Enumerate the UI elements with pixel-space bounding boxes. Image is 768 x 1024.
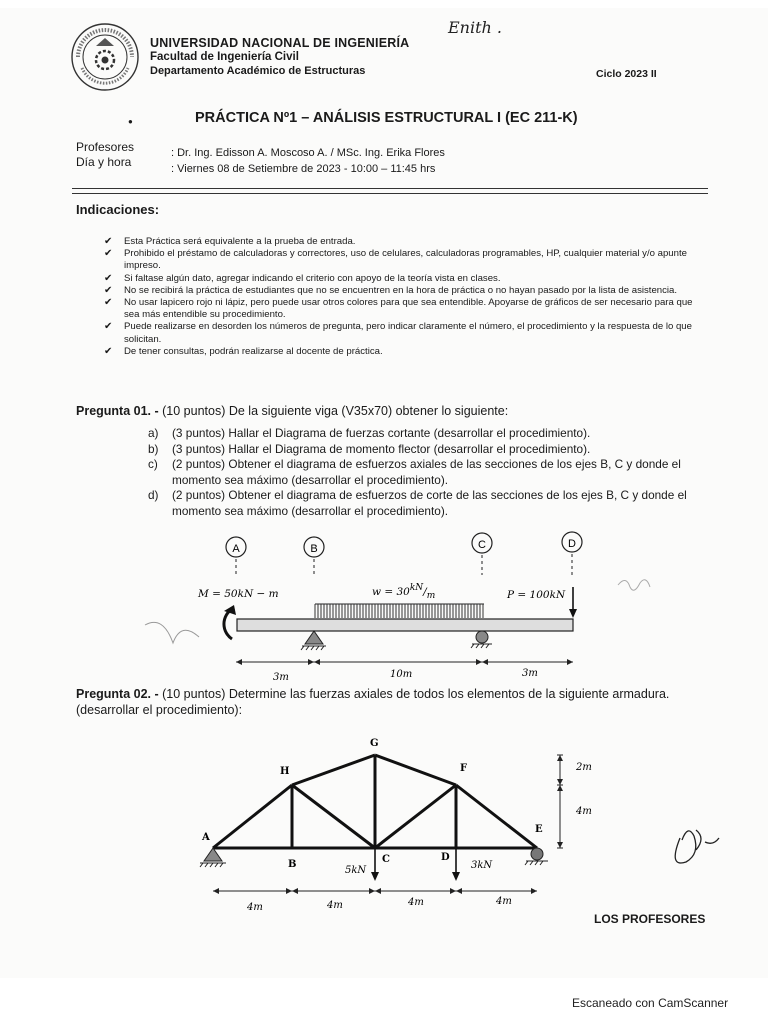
svg-text:4m: 4m — [327, 900, 343, 911]
beam-diagram — [0, 525, 768, 690]
svg-text:B: B — [310, 543, 318, 555]
question-2-heading: Pregunta 02. - (10 puntos) Determine las fuerzas axiales de todos los elementos de la siguiente armadura. (desarrollar el procedimiento): — [76, 687, 670, 717]
svg-text:G: G — [370, 738, 379, 749]
roller-support-icon — [471, 631, 492, 648]
list-item: ✔ No usar lapicero rojo ni lápiz, pero puede usar otros colores para que sea entendible. Apoyarse de gráficos de ser necesario para que sea más entendible su procedimiento. — [104, 297, 693, 321]
point-load-arrowhead-icon — [569, 609, 577, 618]
svg-text:4m: 4m — [408, 897, 424, 908]
question-1-heading: Pregunta 01. - (10 puntos) De la siguiente viga (V35x70) obtener lo siguiente: — [76, 404, 509, 418]
list-item: a) (3 puntos) Hallar el Diagrama de fuerzas cortante (desarrollar el procedimiento). — [148, 426, 591, 440]
svg-text:D: D — [441, 852, 450, 863]
load-label: w = 30kN/m — [372, 583, 436, 601]
svg-text:4m: 4m — [576, 806, 592, 817]
list-item: ✔ De tener consultas, podrán realizarse al docente de práctica. — [104, 345, 383, 357]
svg-text:5kN: 5kN — [345, 865, 367, 876]
svg-text:4m: 4m — [496, 896, 512, 907]
check-icon: ✔ — [104, 297, 113, 309]
svg-text:10m: 10m — [390, 669, 413, 680]
date-label: Día y hora — [76, 155, 132, 169]
university-seal-icon — [70, 22, 140, 92]
pen-mark — [618, 580, 650, 590]
svg-text:3kN: 3kN — [471, 860, 493, 871]
truss-span-dimensions — [213, 888, 537, 913]
check-icon: ✔ — [104, 284, 113, 296]
signature-mark — [675, 830, 719, 863]
truss-members — [213, 755, 537, 848]
beam-dimensions — [236, 659, 573, 683]
roller-support-icon — [525, 848, 548, 865]
svg-text:C: C — [478, 539, 486, 551]
svg-text:3m: 3m — [273, 672, 289, 683]
list-item: c) (2 puntos) Obtener el diagrama de esfuerzos axiales de las secciones de los ejes B, C y donde el momento sea máximo (desarrollar el procedimiento). — [148, 457, 681, 487]
load-3kn — [452, 848, 493, 881]
faculty-name: Facultad de Ingeniería Civil — [150, 51, 299, 63]
check-icon: ✔ — [104, 321, 113, 333]
truss-node-labels — [201, 738, 543, 870]
check-icon: ✔ — [104, 248, 113, 260]
truss-height-dimensions — [557, 755, 592, 848]
divider — [72, 188, 708, 189]
svg-text:A: A — [202, 832, 210, 843]
list-item: b) (3 puntos) Hallar el Diagrama de momento flector (desarrollar el procedimiento). — [148, 441, 591, 456]
moment-arrow-icon — [224, 609, 232, 639]
svg-text:F: F — [460, 763, 468, 774]
divider — [72, 193, 708, 194]
department-name: Departamento Académico de Estructuras — [150, 65, 366, 77]
list-item: ✔ Esta Práctica será equivalente a la prueba de entrada. — [104, 236, 356, 247]
scanner-watermark: Escaneado con CamScanner — [572, 996, 729, 1010]
svg-text:A: A — [232, 543, 240, 555]
axis-b — [304, 537, 324, 577]
list-item: ✔ Prohibido el préstamo de calculadoras y correctores, uso de celulares, calculadoras programables, HP, cualquier material y/o apunte impreso. — [104, 248, 687, 272]
professors-value: : Dr. Ing. Edisson A. Moscoso A. / MSc. Ing. Erika Flores — [171, 147, 445, 159]
page-title: PRÁCTICA Nº1 – ANÁLISIS ESTRUCTURAL I (EC 211-K) — [195, 110, 578, 126]
handwritten-name: Enith . — [448, 18, 503, 37]
svg-text:B: B — [288, 859, 297, 870]
date-value: : Viernes 08 de Setiembre de 2023 - 10:00 – 11:45 hrs — [171, 163, 436, 175]
pen-mark — [145, 622, 199, 643]
truss-diagram — [0, 730, 768, 920]
axis-c — [472, 533, 492, 575]
svg-text:E: E — [535, 824, 543, 835]
cycle-label: Ciclo 2023 II — [596, 68, 657, 80]
distributed-load — [315, 604, 484, 618]
check-icon: ✔ — [104, 272, 113, 284]
svg-text:3m: 3m — [522, 668, 538, 679]
check-icon: ✔ — [104, 236, 113, 247]
pin-support-icon — [200, 848, 226, 867]
question-1-parts — [148, 426, 708, 519]
indications-list — [104, 236, 704, 358]
load-5kn — [345, 848, 379, 881]
list-item: ✔ No se recibirá la práctica de estudiantes que no se encuentren en la hora de práctica o no hayan pasado por la lista de asistencia. — [104, 284, 678, 296]
svg-text:C: C — [382, 854, 390, 865]
beam — [237, 619, 573, 631]
axis-a — [226, 537, 246, 577]
university-name: UNIVERSIDAD NACIONAL DE INGENIERÍA — [150, 36, 410, 50]
list-item: ✔ Puede realizarse en desorden los números de pregunta, pero indicar claramente el número, el procedimiento y la respuesta de lo que solicitan. — [104, 321, 692, 345]
indications-title: Indicaciones: — [76, 202, 160, 217]
point-load-label: P = 100kN — [507, 589, 566, 601]
list-item: d) (2 puntos) Obtener el diagrama de esfuerzos de corte de las secciones de los ejes B, C y donde el momento sea máximo (desarrollar el procedimiento). — [148, 488, 687, 518]
list-item: ✔ Si faltase algún dato, agregar indicando el criterio con apoyo de la teoría vista en clases. — [104, 272, 501, 284]
svg-text:4m: 4m — [247, 902, 263, 913]
moment-label: M = 50kN − m — [198, 588, 279, 600]
svg-text:H: H — [280, 766, 290, 777]
dot-mark: ● — [128, 117, 133, 126]
axis-d — [562, 532, 582, 575]
check-icon: ✔ — [104, 345, 113, 357]
svg-text:2m: 2m — [576, 762, 592, 773]
signature-label: LOS PROFESORES — [594, 912, 706, 926]
pin-support-icon — [301, 631, 326, 650]
svg-text:D: D — [568, 538, 576, 550]
professors-label: Profesores — [76, 140, 135, 154]
